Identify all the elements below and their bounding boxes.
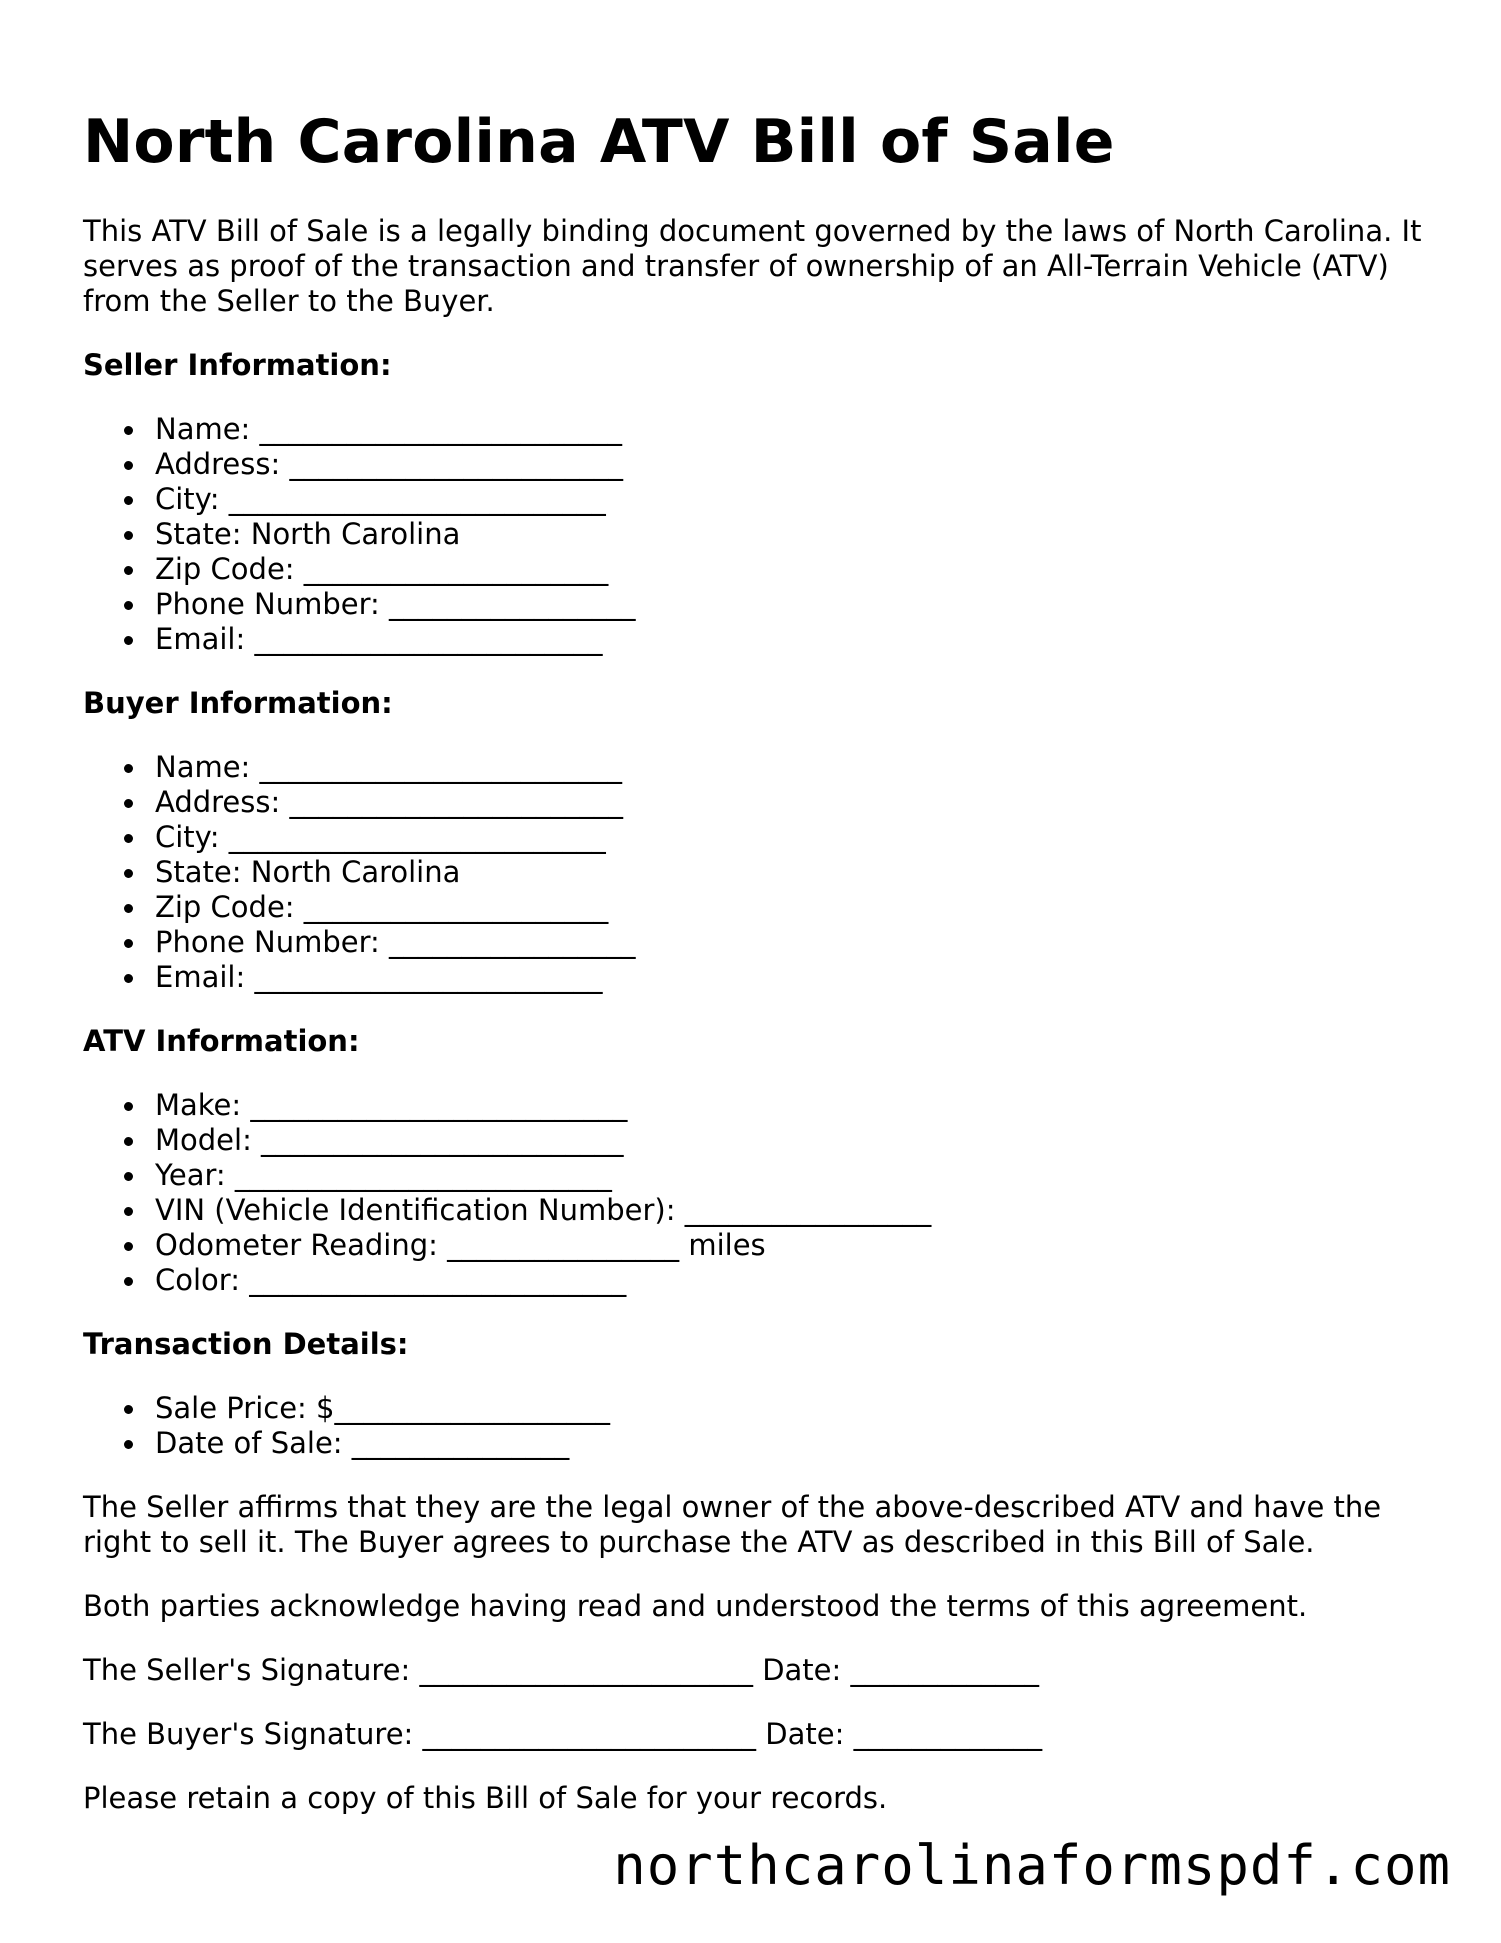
atv-year-field: Year: __________________________ <box>83 1158 1423 1193</box>
seller-signature-line: The Seller's Signature: _______________________ Date: _____________ <box>83 1653 1039 1687</box>
seller-phone-field: Phone Number: _________________ <box>83 587 1423 622</box>
intro-paragraph: This ATV Bill of Sale is a legally binding document governed by the laws of North Carolina. It serves as proof of the transaction and transfer of ownership of an All-Terrain Vehicle (ATV) from the Seller to the Buyer. <box>83 214 1422 318</box>
seller-address-field: Address: _______________________ <box>83 447 1423 482</box>
document-title: North Carolina ATV Bill of Sale <box>83 107 1115 177</box>
buyer-zip-field: Zip Code: _____________________ <box>83 890 1423 925</box>
atv-color-field: Color: __________________________ <box>83 1263 1423 1298</box>
atv-make-field: Make: __________________________ <box>83 1088 1423 1123</box>
transaction-section-heading: Transaction Details: <box>83 1327 409 1361</box>
document-page <box>83 100 1423 1845</box>
buyer-address-field: Address: _______________________ <box>83 785 1423 820</box>
buyer-phone-field: Phone Number: _________________ <box>83 925 1423 960</box>
atv-info-list <box>83 1088 1423 1298</box>
buyer-state-field: State: North Carolina <box>83 855 1423 890</box>
date-of-sale-field: Date of Sale: _______________ <box>83 1426 1423 1461</box>
seller-section-heading: Seller Information: <box>83 348 392 382</box>
affirmation-paragraph: The Seller affirms that they are the legal owner of the above-described ATV and have the right to sell it. The Buyer agrees to purchase the ATV as described in this Bill of Sale. <box>83 1490 1382 1559</box>
buyer-info-list <box>83 750 1423 995</box>
footer-watermark: northcarolinaformspdf.com <box>613 1834 1451 1897</box>
seller-zip-field: Zip Code: _____________________ <box>83 552 1423 587</box>
atv-section-heading: ATV Information: <box>83 1024 360 1058</box>
buyer-name-field: Name: _________________________ <box>83 750 1423 785</box>
buyer-section-heading: Buyer Information: <box>83 686 393 720</box>
acknowledgement-paragraph: Both parties acknowledge having read and understood the terms of this agreement. <box>83 1589 1308 1623</box>
atv-vin-field: VIN (Vehicle Identification Number): _________________ <box>83 1193 1423 1228</box>
transaction-details-list <box>83 1391 1423 1461</box>
atv-odometer-field: Odometer Reading: ________________ miles <box>83 1228 1423 1263</box>
buyer-signature-line: The Buyer's Signature: _______________________ Date: _____________ <box>83 1717 1043 1751</box>
seller-state-field: State: North Carolina <box>83 517 1423 552</box>
atv-model-field: Model: _________________________ <box>83 1123 1423 1158</box>
buyer-city-field: City: __________________________ <box>83 820 1423 855</box>
seller-info-list <box>83 412 1423 657</box>
seller-email-field: Email: ________________________ <box>83 622 1423 657</box>
seller-name-field: Name: _________________________ <box>83 412 1423 447</box>
seller-city-field: City: __________________________ <box>83 482 1423 517</box>
retain-copy-note: Please retain a copy of this Bill of Sale for your records. <box>83 1781 888 1815</box>
sale-price-field: Sale Price: $___________________ <box>83 1391 1423 1426</box>
buyer-email-field: Email: ________________________ <box>83 960 1423 995</box>
